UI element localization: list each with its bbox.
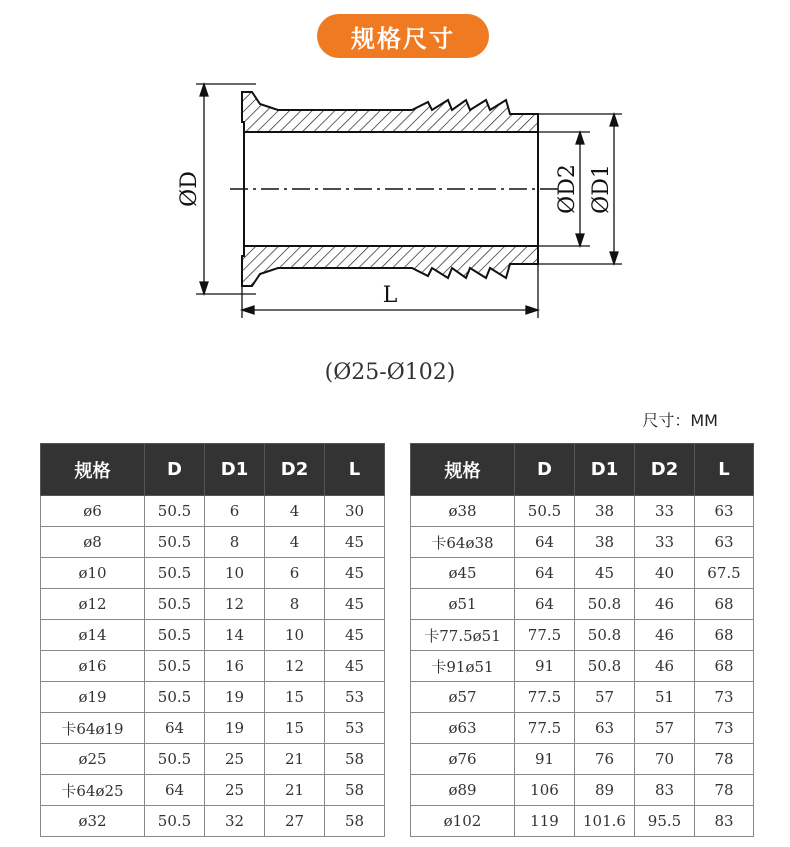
hose-fitting-drawing (160, 70, 640, 330)
spec-cell: 卡64ø38 (411, 527, 515, 558)
value-cell: 50.5 (145, 651, 205, 682)
spec-cell: ø76 (411, 744, 515, 775)
label-d: ØD (177, 171, 202, 207)
value-cell: 63 (575, 713, 635, 744)
value-cell: 19 (205, 682, 265, 713)
value-cell: 101.6 (575, 806, 635, 837)
value-cell: 77.5 (515, 682, 575, 713)
value-cell: 50.5 (145, 558, 205, 589)
spec-cell: 卡64ø19 (41, 713, 145, 744)
value-cell: 53 (325, 713, 385, 744)
value-cell: 73 (695, 713, 754, 744)
value-cell: 45 (325, 527, 385, 558)
table-row (41, 713, 385, 744)
spec-cell: ø102 (411, 806, 515, 837)
col-header: D2 (635, 444, 695, 496)
value-cell: 4 (265, 527, 325, 558)
value-cell: 50.5 (515, 496, 575, 527)
value-cell: 45 (325, 589, 385, 620)
table-row (411, 620, 754, 651)
value-cell: 8 (205, 527, 265, 558)
value-cell: 63 (695, 527, 754, 558)
col-header: D (515, 444, 575, 496)
spec-cell: ø6 (41, 496, 145, 527)
value-cell: 50.5 (145, 682, 205, 713)
value-cell: 64 (145, 713, 205, 744)
col-header: D1 (575, 444, 635, 496)
value-cell: 91 (515, 651, 575, 682)
section-title: 规格尺寸 (317, 14, 489, 58)
value-cell: 12 (265, 651, 325, 682)
col-header: L (695, 444, 754, 496)
col-header: 规格 (41, 444, 145, 496)
value-cell: 58 (325, 744, 385, 775)
spec-cell: ø19 (41, 682, 145, 713)
label-l: L (382, 283, 398, 308)
value-cell: 46 (635, 651, 695, 682)
value-cell: 30 (325, 496, 385, 527)
value-cell: 50.5 (145, 527, 205, 558)
value-cell: 64 (515, 558, 575, 589)
table-row (411, 496, 754, 527)
value-cell: 25 (205, 744, 265, 775)
col-header: D (145, 444, 205, 496)
value-cell: 6 (265, 558, 325, 589)
table-row (41, 589, 385, 620)
col-header: D1 (205, 444, 265, 496)
value-cell: 83 (695, 806, 754, 837)
table-row (41, 558, 385, 589)
spec-cell: ø12 (41, 589, 145, 620)
table-row (41, 651, 385, 682)
value-cell: 21 (265, 775, 325, 806)
label-d1: ØD1 (589, 164, 614, 214)
table-row (411, 558, 754, 589)
spec-cell: ø38 (411, 496, 515, 527)
value-cell: 78 (695, 775, 754, 806)
col-header: L (325, 444, 385, 496)
table-row (411, 775, 754, 806)
value-cell: 91 (515, 744, 575, 775)
value-cell: 40 (635, 558, 695, 589)
spec-cell: ø57 (411, 682, 515, 713)
spec-cell: 卡77.5ø51 (411, 620, 515, 651)
table-row (41, 496, 385, 527)
value-cell: 27 (265, 806, 325, 837)
value-cell: 6 (205, 496, 265, 527)
unit-note: 尺寸：MM (642, 411, 718, 430)
value-cell: 83 (635, 775, 695, 806)
value-cell: 106 (515, 775, 575, 806)
table-row (41, 744, 385, 775)
value-cell: 16 (205, 651, 265, 682)
table-row (411, 806, 754, 837)
value-cell: 53 (325, 682, 385, 713)
value-cell: 50.5 (145, 496, 205, 527)
value-cell: 77.5 (515, 620, 575, 651)
value-cell: 64 (515, 589, 575, 620)
table-header-row (41, 444, 385, 496)
table-row (41, 682, 385, 713)
value-cell: 19 (205, 713, 265, 744)
spec-cell: ø63 (411, 713, 515, 744)
value-cell: 45 (325, 558, 385, 589)
table-row (411, 713, 754, 744)
value-cell: 33 (635, 527, 695, 558)
value-cell: 50.8 (575, 589, 635, 620)
value-cell: 15 (265, 682, 325, 713)
spec-cell: ø51 (411, 589, 515, 620)
value-cell: 25 (205, 775, 265, 806)
value-cell: 8 (265, 589, 325, 620)
value-cell: 46 (635, 589, 695, 620)
value-cell: 10 (265, 620, 325, 651)
value-cell: 63 (695, 496, 754, 527)
value-cell: 50.5 (145, 744, 205, 775)
value-cell: 50.5 (145, 620, 205, 651)
value-cell: 50.5 (145, 806, 205, 837)
value-cell: 45 (325, 620, 385, 651)
value-cell: 95.5 (635, 806, 695, 837)
col-header: D2 (265, 444, 325, 496)
value-cell: 38 (575, 527, 635, 558)
value-cell: 58 (325, 775, 385, 806)
value-cell: 38 (575, 496, 635, 527)
table-header-row (411, 444, 754, 496)
value-cell: 77.5 (515, 713, 575, 744)
value-cell: 68 (695, 651, 754, 682)
spec-cell: ø45 (411, 558, 515, 589)
value-cell: 21 (265, 744, 325, 775)
value-cell: 70 (635, 744, 695, 775)
value-cell: 32 (205, 806, 265, 837)
spec-cell: 卡91ø51 (411, 651, 515, 682)
value-cell: 15 (265, 713, 325, 744)
spec-cell: ø10 (41, 558, 145, 589)
value-cell: 58 (325, 806, 385, 837)
value-cell: 57 (635, 713, 695, 744)
value-cell: 73 (695, 682, 754, 713)
table-row (41, 527, 385, 558)
value-cell: 51 (635, 682, 695, 713)
spec-cell: ø8 (41, 527, 145, 558)
table-row (41, 806, 385, 837)
table-row (41, 775, 385, 806)
table-row (41, 620, 385, 651)
spec-cell: ø25 (41, 744, 145, 775)
value-cell: 89 (575, 775, 635, 806)
size-range-caption: (Ø25-Ø102) (324, 360, 456, 385)
value-cell: 57 (575, 682, 635, 713)
spec-table-left (40, 443, 385, 837)
value-cell: 10 (205, 558, 265, 589)
value-cell: 68 (695, 620, 754, 651)
value-cell: 45 (575, 558, 635, 589)
spec-cell: ø14 (41, 620, 145, 651)
table-row (411, 651, 754, 682)
value-cell: 14 (205, 620, 265, 651)
value-cell: 76 (575, 744, 635, 775)
value-cell: 45 (325, 651, 385, 682)
value-cell: 68 (695, 589, 754, 620)
spec-cell: 卡64ø25 (41, 775, 145, 806)
label-d2: ØD2 (555, 164, 580, 214)
spec-cell: ø32 (41, 806, 145, 837)
value-cell: 4 (265, 496, 325, 527)
value-cell: 64 (515, 527, 575, 558)
value-cell: 46 (635, 620, 695, 651)
value-cell: 78 (695, 744, 754, 775)
table-row (411, 682, 754, 713)
value-cell: 67.5 (695, 558, 754, 589)
value-cell: 50.5 (145, 589, 205, 620)
value-cell: 50.8 (575, 651, 635, 682)
table-row (411, 589, 754, 620)
value-cell: 33 (635, 496, 695, 527)
col-header: 规格 (411, 444, 515, 496)
value-cell: 119 (515, 806, 575, 837)
value-cell: 50.8 (575, 620, 635, 651)
spec-cell: ø16 (41, 651, 145, 682)
spec-cell: ø89 (411, 775, 515, 806)
table-row (411, 744, 754, 775)
value-cell: 12 (205, 589, 265, 620)
spec-table-right (410, 443, 754, 837)
value-cell: 64 (145, 775, 205, 806)
table-row (411, 527, 754, 558)
